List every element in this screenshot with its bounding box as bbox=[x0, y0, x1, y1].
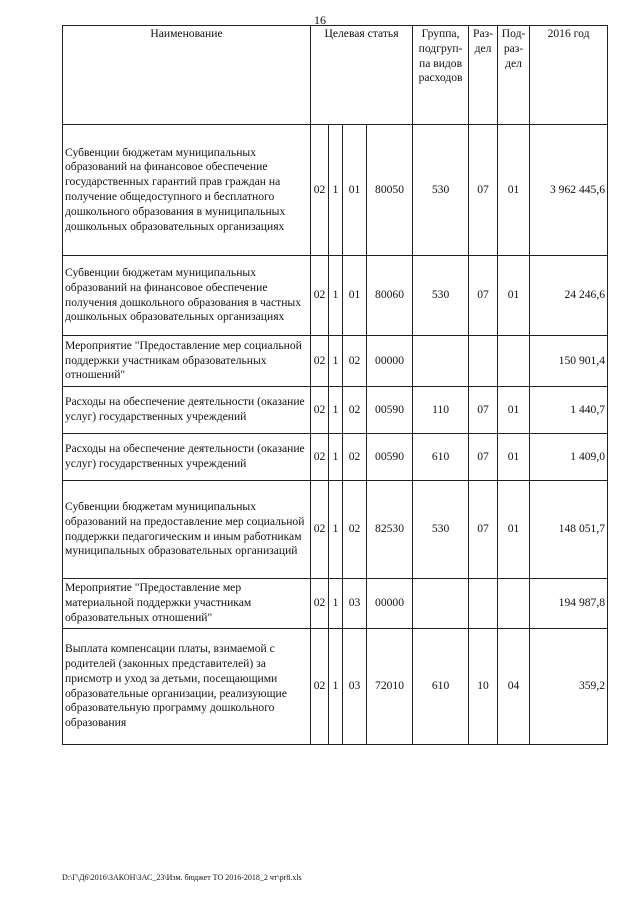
section-code: 07 bbox=[469, 256, 498, 336]
header-name: Наименование bbox=[63, 26, 311, 125]
code-direction: 00590 bbox=[367, 434, 413, 481]
group-code bbox=[413, 336, 469, 387]
group-code bbox=[413, 579, 469, 629]
section-code bbox=[469, 579, 498, 629]
header-year: 2016 год bbox=[530, 26, 608, 125]
code-direction: 00000 bbox=[367, 336, 413, 387]
table-row bbox=[63, 125, 608, 256]
header-section: Раз-дел bbox=[469, 26, 498, 125]
code-subprogram: 1 bbox=[329, 387, 343, 434]
code-subprogram: 1 bbox=[329, 481, 343, 579]
table-header-row bbox=[63, 26, 608, 125]
table-row bbox=[63, 336, 608, 387]
code-direction: 82530 bbox=[367, 481, 413, 579]
budget-table bbox=[62, 25, 608, 745]
code-program: 02 bbox=[311, 579, 329, 629]
subsection-code: 01 bbox=[498, 125, 530, 256]
code-measure: 03 bbox=[343, 629, 367, 745]
row-name: Мероприятие "Предоставление мер социальной поддержки участникам образовательных отношений" bbox=[63, 336, 311, 387]
row-name: Субвенции бюджетам муниципальных образований на предоставление мер социальной поддержки педагогическим и иным работникам муниципальных образовательных организаций bbox=[63, 481, 311, 579]
group-code: 610 bbox=[413, 434, 469, 481]
code-subprogram: 1 bbox=[329, 336, 343, 387]
code-measure: 02 bbox=[343, 387, 367, 434]
table-row bbox=[63, 629, 608, 745]
section-code: 07 bbox=[469, 434, 498, 481]
code-program: 02 bbox=[311, 434, 329, 481]
row-name: Выплата компенсации платы, взимаемой с родителей (законных представителей) за присмотр и уход за детьми, посещающими образовательные организации, реализующие образовательную программу дошкольного образования bbox=[63, 629, 311, 745]
amount-2016: 3 962 445,6 bbox=[530, 125, 608, 256]
table-row bbox=[63, 256, 608, 336]
subsection-code: 01 bbox=[498, 387, 530, 434]
group-code: 530 bbox=[413, 256, 469, 336]
code-measure: 02 bbox=[343, 336, 367, 387]
code-direction: 00590 bbox=[367, 387, 413, 434]
code-subprogram: 1 bbox=[329, 125, 343, 256]
code-program: 02 bbox=[311, 629, 329, 745]
header-target-article: Целевая статья bbox=[311, 26, 413, 125]
code-program: 02 bbox=[311, 336, 329, 387]
row-name: Мероприятие "Предоставление мер материальной поддержки участникам образовательных отношений" bbox=[63, 579, 311, 629]
header-subsection: Под-раз-дел bbox=[498, 26, 530, 125]
code-direction: 00000 bbox=[367, 579, 413, 629]
section-code bbox=[469, 336, 498, 387]
code-measure: 03 bbox=[343, 579, 367, 629]
subsection-code: 01 bbox=[498, 256, 530, 336]
row-name: Субвенции бюджетам муниципальных образований на финансовое обеспечение получения дошкольного образования в частных дошкольных образовательных организациях bbox=[63, 256, 311, 336]
group-code: 530 bbox=[413, 125, 469, 256]
code-subprogram: 1 bbox=[329, 579, 343, 629]
code-program: 02 bbox=[311, 481, 329, 579]
row-name: Расходы на обеспечение деятельности (оказание услуг) государственных учреждений bbox=[63, 387, 311, 434]
code-subprogram: 1 bbox=[329, 629, 343, 745]
subsection-code: 04 bbox=[498, 629, 530, 745]
subsection-code: 01 bbox=[498, 434, 530, 481]
table-row bbox=[63, 387, 608, 434]
subsection-code bbox=[498, 336, 530, 387]
amount-2016: 24 246,6 bbox=[530, 256, 608, 336]
code-measure: 01 bbox=[343, 125, 367, 256]
group-code: 530 bbox=[413, 481, 469, 579]
header-group: Группа, подгруп-па видов расходов bbox=[413, 26, 469, 125]
code-direction: 72010 bbox=[367, 629, 413, 745]
subsection-code: 01 bbox=[498, 481, 530, 579]
code-measure: 01 bbox=[343, 256, 367, 336]
amount-2016: 150 901,4 bbox=[530, 336, 608, 387]
code-measure: 02 bbox=[343, 481, 367, 579]
footer-file-path: D:\Г\Д6\2016\ЗАКОН\ЗАС_23\Изм. бюджет ТО 2016-2018_2 чт\pr8.xls bbox=[62, 873, 302, 882]
page-number: 16 bbox=[314, 13, 326, 27]
code-subprogram: 1 bbox=[329, 434, 343, 481]
code-program: 02 bbox=[311, 256, 329, 336]
group-code: 110 bbox=[413, 387, 469, 434]
code-subprogram: 1 bbox=[329, 256, 343, 336]
section-code: 07 bbox=[469, 125, 498, 256]
code-measure: 02 bbox=[343, 434, 367, 481]
row-name: Расходы на обеспечение деятельности (оказание услуг) государственных учреждений bbox=[63, 434, 311, 481]
table-row bbox=[63, 481, 608, 579]
amount-2016: 148 051,7 bbox=[530, 481, 608, 579]
amount-2016: 194 987,8 bbox=[530, 579, 608, 629]
code-direction: 80050 bbox=[367, 125, 413, 256]
amount-2016: 1 409,0 bbox=[530, 434, 608, 481]
table-row bbox=[63, 579, 608, 629]
subsection-code bbox=[498, 579, 530, 629]
table-row bbox=[63, 434, 608, 481]
group-code: 610 bbox=[413, 629, 469, 745]
code-program: 02 bbox=[311, 387, 329, 434]
amount-2016: 1 440,7 bbox=[530, 387, 608, 434]
section-code: 10 bbox=[469, 629, 498, 745]
section-code: 07 bbox=[469, 481, 498, 579]
code-program: 02 bbox=[311, 125, 329, 256]
amount-2016: 359,2 bbox=[530, 629, 608, 745]
section-code: 07 bbox=[469, 387, 498, 434]
code-direction: 80060 bbox=[367, 256, 413, 336]
row-name: Субвенции бюджетам муниципальных образований на финансовое обеспечение государственных гарантий прав граждан на получение общедоступного и бесплатного дошкольного образования в муниципальных дошкольных образовательных организациях bbox=[63, 125, 311, 256]
